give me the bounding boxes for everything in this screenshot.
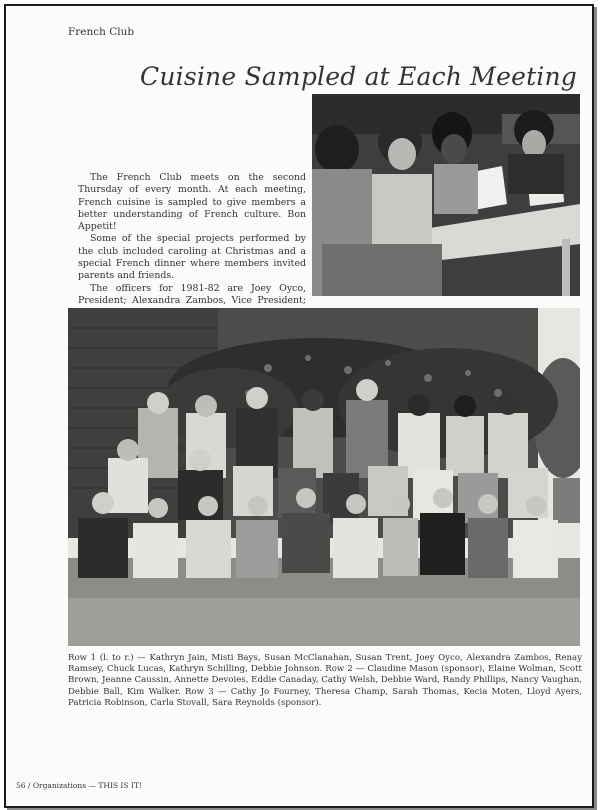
group-photo (68, 308, 580, 646)
intro-paragraph-meetings: The French Club meets on the second Thursday of every month. At each meeting, French cuisine is sampled to give members a better understanding of French culture. Bon Appetit! (78, 172, 306, 233)
meeting-photo (312, 94, 580, 296)
intro-paragraph-projects: Some of the special projects performed by the club included caroling at Christmas and a special French dinner where members invited parents and friends. (78, 233, 306, 282)
section-label: French Club (68, 26, 135, 38)
intro-paragraph-officers: The officers for 1981-82 are Joey Oyco, President; Alexandra Zambos, Vice President; (78, 282, 306, 306)
yearbook-page (4, 4, 594, 808)
photo-caption: Row 1 (l. to r.) — Kathryn Jain, Misti Bays, Susan McClanahan, Susan Trent, Joey Oyco, Alexandra Zambos, Renay Ramsey, Chuck Lucas, Kathryn Schilling, Debbie Johnson. Row 2 — Claudine Mason (sponsor), Elaine Wolman, Scott Brown, Jeanne Caussin, Annette Devoies, Eddie Canaday, Cathy Welsh, Debbie Ward, Randy Phillips, Nancy Vaughan, Debbie Ball, Kim Walker. Row 3 — Cathy Jo Fourney, Theresa Champ, Sarah Thomas, Kecia Moten, Lloyd Ayers, Patricia Robinson, Carla Stovall, Sara Reynolds (sponsor). (68, 653, 582, 708)
page-headline: Cuisine Sampled at Each Meeting (140, 62, 578, 91)
page-footer: 56 / Organizations — THIS IS IT! (16, 781, 142, 790)
